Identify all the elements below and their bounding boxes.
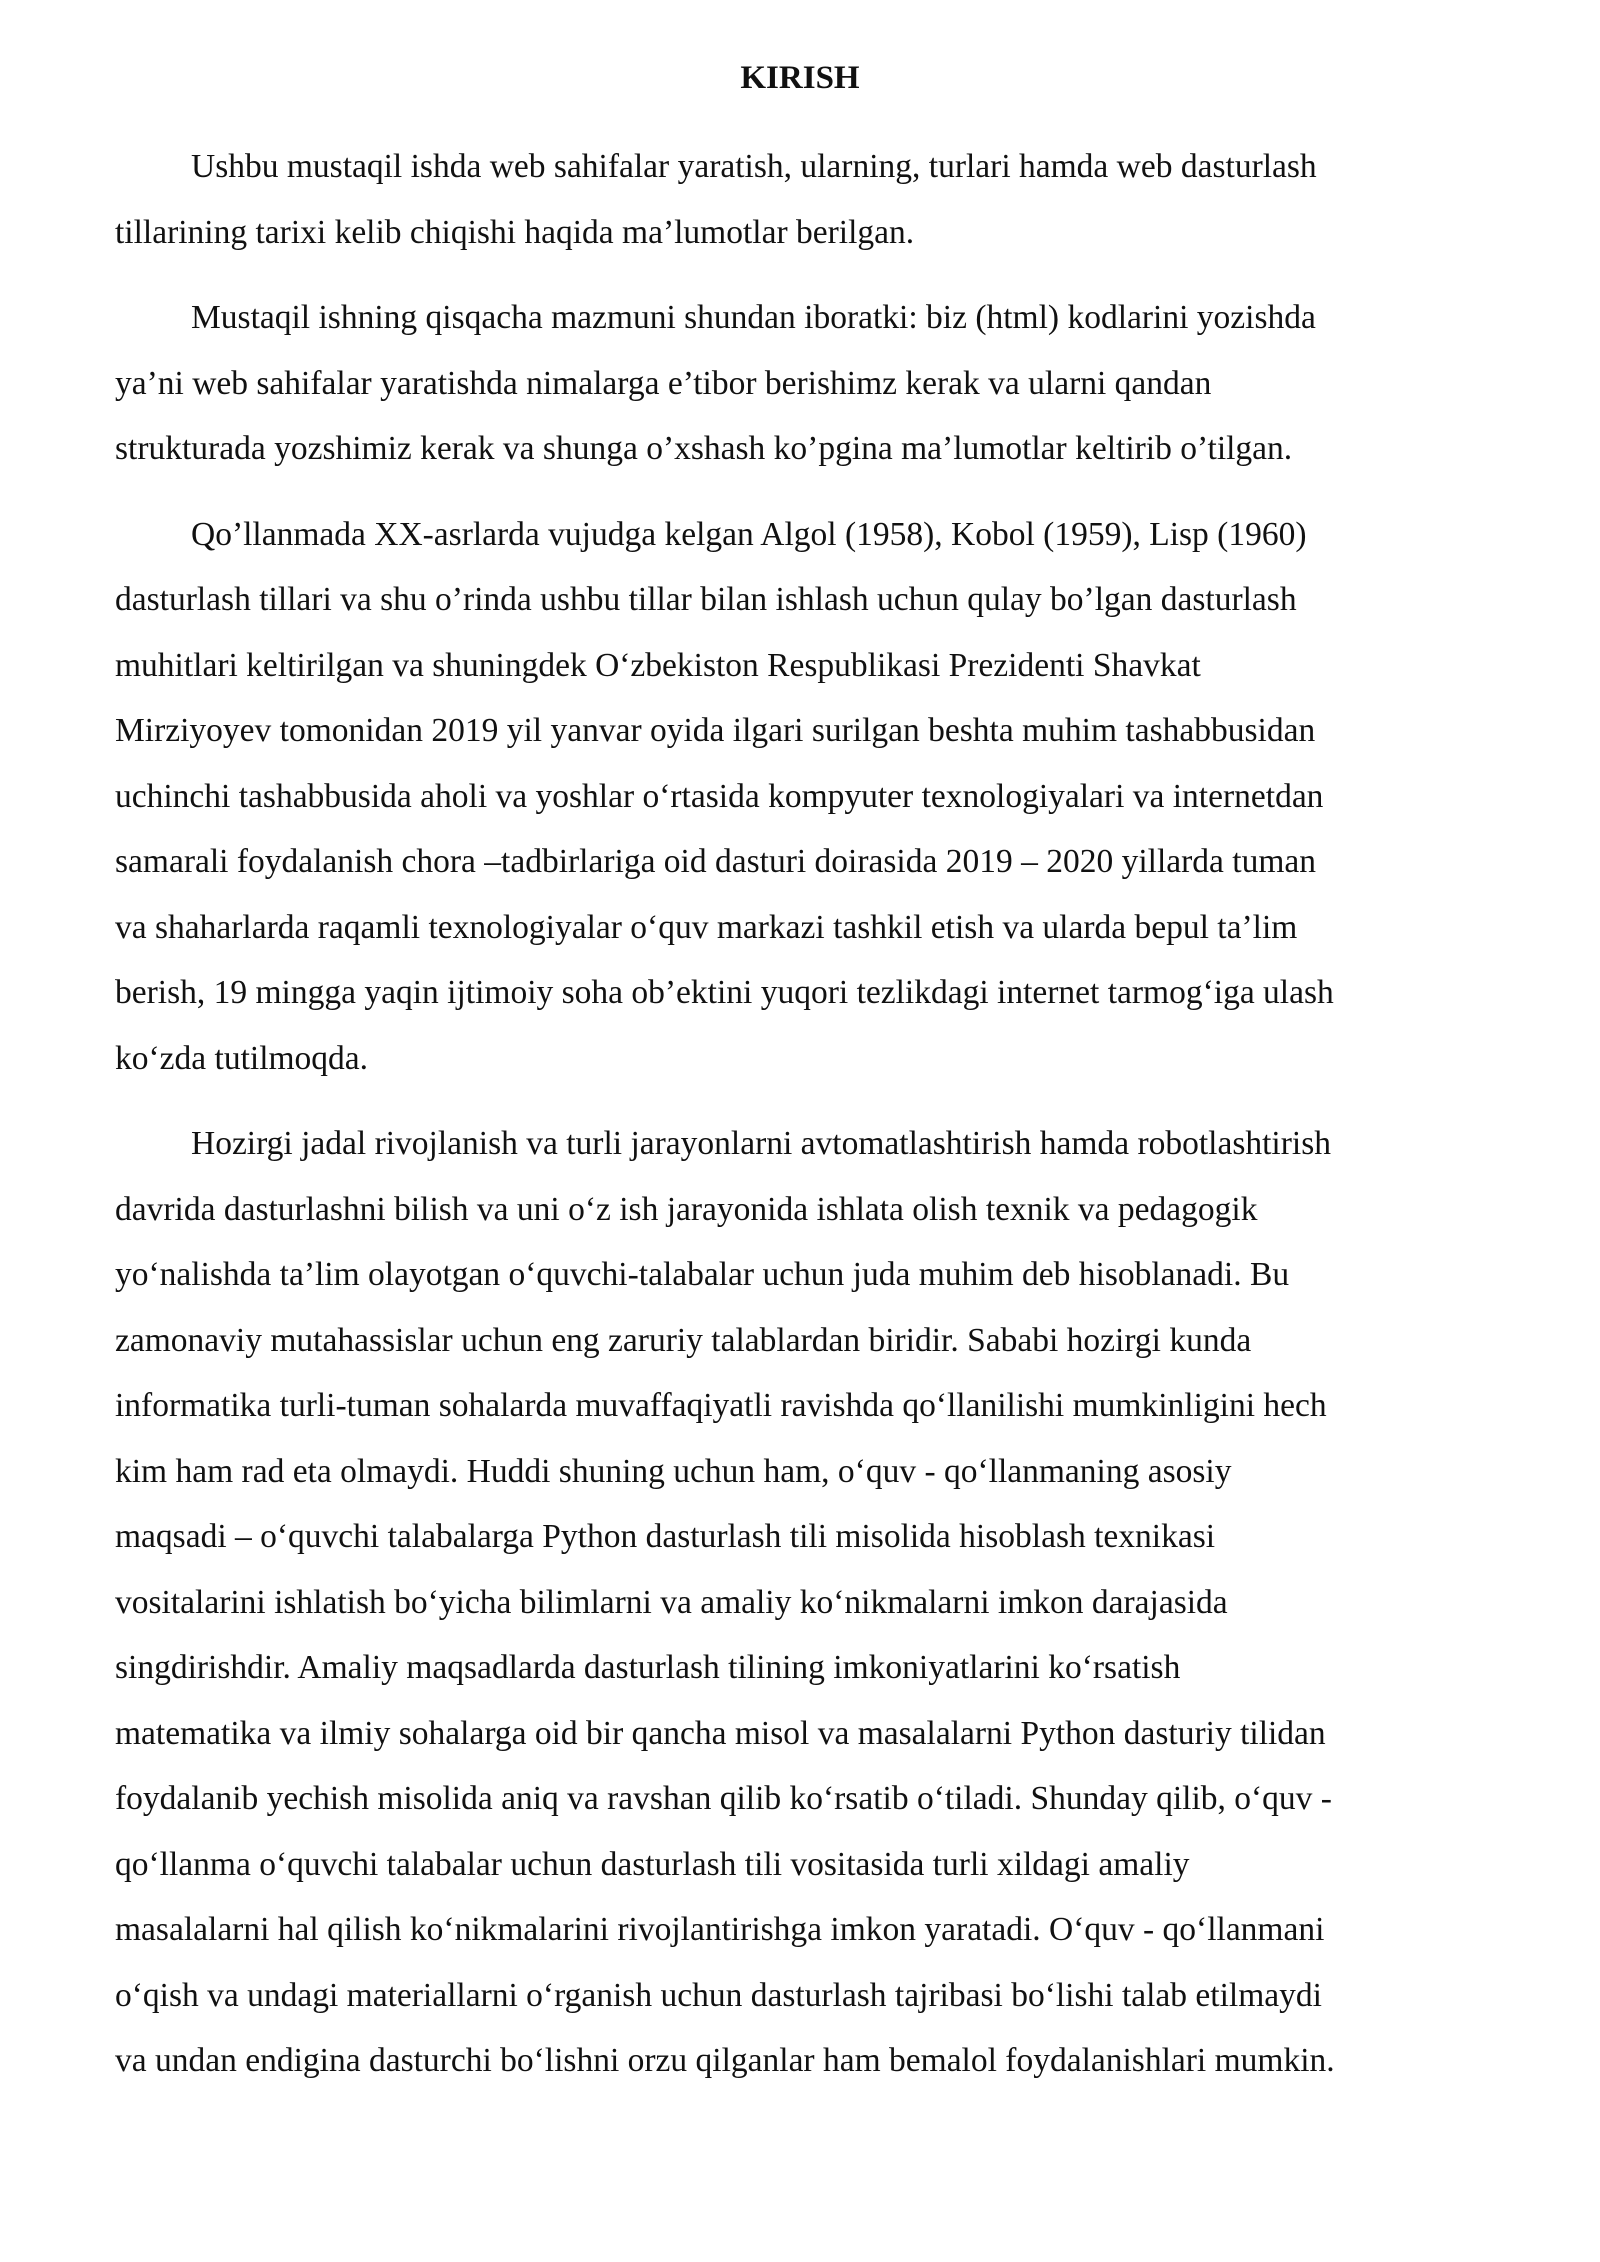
page-title: KIRISH bbox=[740, 60, 860, 96]
paragraph-line: Hozirgi jadal rivojlanish va turli jarayonlarni avtomatlashtirish hamda robotlashtirish bbox=[191, 1125, 1331, 1162]
document-body bbox=[115, 142, 1495, 2102]
paragraph-line: informatika turli-tuman sohalarda muvaffaqiyatli ravishda qo‘llanilishi mumkinligini hech bbox=[115, 1387, 1327, 1424]
paragraph-line: berish, 19 mingga yaqin ijtimoiy soha ob’ektini yuqori tezlikdagi internet tarmog‘iga ulash bbox=[115, 974, 1334, 1011]
paragraph-3 bbox=[115, 510, 1495, 1100]
paragraph-line: uchinchi tashabbusida aholi va yoshlar o‘rtasida kompyuter texnologiyalari va internetdan bbox=[115, 777, 1324, 815]
paragraph-line: ya’ni web sahifalar yaratishda nimalarga e’tibor berishimz kerak va ularni qandan bbox=[115, 364, 1212, 402]
paragraph-line: va shaharlarda raqamli texnologiyalar o‘quv markazi tashkil etish va ularda bepul ta’lim bbox=[115, 908, 1298, 946]
paragraph-line: muhitlari keltirilgan va shuningdek O‘zbekiston Respublikasi Prezidenti Shavkat bbox=[115, 646, 1201, 684]
paragraph-line: singdirishdir. Amaliy maqsadlarda dasturlash tilining imkoniyatlarini ko‘rsatish bbox=[115, 1649, 1181, 1686]
paragraph-line: masalalarni hal qilish ko‘nikmalarini rivojlantirishga imkon yaratadi. O‘quv - qo‘llanmani bbox=[115, 1911, 1325, 1948]
paragraph-line: matematika va ilmiy sohalarga oid bir qancha misol va masalalarni Python dasturiy tilidan bbox=[115, 1714, 1326, 1752]
paragraph-line: va undan endigina dasturchi bo‘lishni orzu qilganlar ham bemalol foydalanishlari mumkin. bbox=[115, 2042, 1335, 2079]
paragraph-line: samarali foydalanish chora –tadbirlariga oid dasturi doirasida 2019 – 2020 yillarda tuman bbox=[115, 843, 1317, 880]
paragraph-line: maqsadi – o‘quvchi talabalarga Python dasturlash tili misolida hisoblash texnikasi bbox=[115, 1518, 1216, 1555]
paragraph-line: ko‘zda tutilmoqda. bbox=[115, 1039, 369, 1077]
paragraph-line: o‘qish va undagi materiallarni o‘rganish uchun dasturlash tajribasi bo‘lishi talab etilmaydi bbox=[115, 1976, 1322, 2014]
paragraph-line: davrida dasturlashni bilish va uni o‘z ish jarayonida ishlata olish texnik va pedagogik bbox=[115, 1190, 1258, 1228]
paragraph-line: tillarining tarixi kelib chiqishi haqida ma’lumotlar berilgan. bbox=[115, 213, 915, 251]
paragraph-line: Mirziyoyev tomonidan 2019 yil yanvar oyida ilgari surilgan beshta muhim tashabbusidan bbox=[115, 712, 1316, 749]
paragraph-line: zamonaviy mutahassislar uchun eng zaruriy talablardan biridir. Sababi hozirgi kunda bbox=[115, 1321, 1252, 1359]
paragraph-line: foydalanib yechish misolida aniq va ravshan qilib ko‘rsatib o‘tiladi. Shunday qilib, o‘quv - bbox=[115, 1780, 1332, 1817]
paragraph-1 bbox=[115, 142, 1495, 273]
paragraph-line: Ushbu mustaqil ishda web sahifalar yaratish, ularning, turlari hamda web dasturlash bbox=[191, 148, 1317, 185]
paragraph-line: vositalarini ishlatish bo‘yicha bilimlarni va amaliy ko‘nikmalarni imkon darajasida bbox=[115, 1583, 1228, 1621]
paragraph-4 bbox=[115, 1119, 1495, 2102]
paragraph-line: Mustaqil ishning qisqacha mazmuni shundan iboratki: biz (html) kodlarini yozishda bbox=[191, 299, 1316, 336]
paragraph-line: Qo’llanmada XX-asrlarda vujudga kelgan Algol (1958), Kobol (1959), Lisp (1960) bbox=[191, 515, 1307, 553]
paragraph-line: dasturlash tillari va shu o’rinda ushbu tillar bilan ishlash uchun qulay bo’lgan dasturlash bbox=[115, 581, 1297, 618]
paragraph-line: kim ham rad eta olmaydi. Huddi shuning uchun ham, o‘quv - qo‘llanmaning asosiy bbox=[115, 1452, 1232, 1490]
paragraph-line: strukturada yozshimiz kerak va shunga o’xshash ko’pgina ma’lumotlar keltirib o’tilgan. bbox=[115, 430, 1293, 467]
paragraph-line: qo‘llanma o‘quvchi talabalar uchun dasturlash tili vositasida turli xildagi amaliy bbox=[115, 1845, 1190, 1883]
paragraph-2 bbox=[115, 293, 1495, 490]
paragraph-line: yo‘nalishda ta’lim olayotgan o‘quvchi-talabalar uchun juda muhim deb hisoblanadi. Bu bbox=[115, 1256, 1290, 1293]
